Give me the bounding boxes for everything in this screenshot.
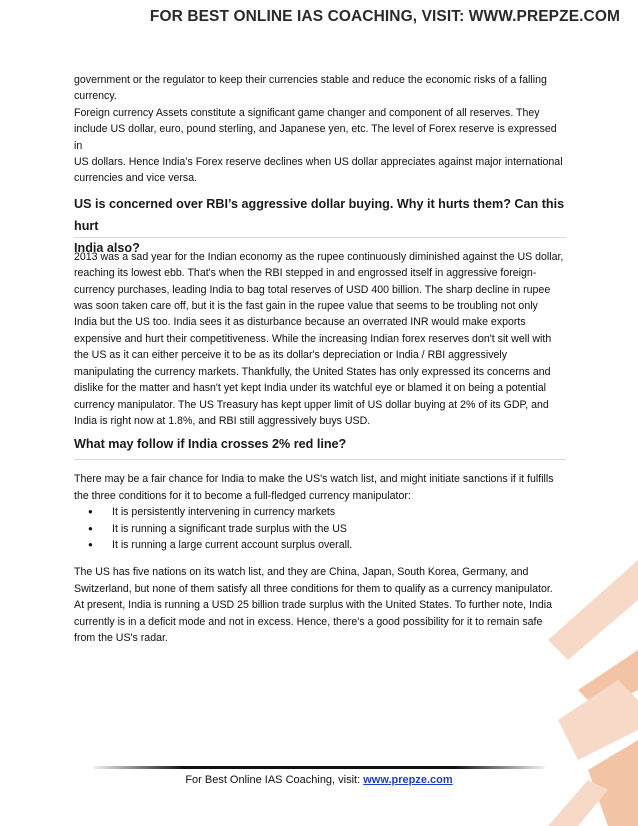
paragraph [74,564,566,646]
section-heading [74,193,566,255]
document-body [74,72,566,646]
paragraph [74,471,566,504]
text-line: 2013 was a sad year for the Indian economy as the rupee continuously diminished against the US dollar, [74,250,564,263]
text-line: At present, India is running a USD 25 billion trade surplus with the United States. To further note, India [74,599,552,612]
text-line: US dollars. Hence India’s Forex reserve declines when US dollar appreciates against major international [74,156,563,169]
bullet-item: ● It is running a large current account surplus overall. [74,537,566,553]
footer [0,774,638,786]
footer-text: For Best Online IAS Coaching, visit: [185,774,364,786]
text-line: manipulating the currency markets. Thankfully, the United States has only expressed its concerns and [74,365,551,378]
text-line: include US dollar, euro, pound sterling, and Japanese yen, etc. The level of Forex reserve is expressed in [74,123,557,152]
text-line: India is right now at 1.8%, and RBI still aggressively buys USD. [74,414,371,427]
text-line: government or the regulator to keep their currencies stable and reduce the economic risks of a falling [74,74,547,86]
text-line: Foreign currency Assets constitute a significant game changer and component of all reserves. They [74,106,540,119]
spacer [74,460,566,471]
header-banner: FOR BEST ONLINE IAS COACHING, VISIT: WWW.PREPZE.COM [149,8,620,25]
text-line: currently is in a deficit mode and not in excess. Hence, there's a good possibility for it to remain safe [74,615,543,628]
bullet-item: ● It is persistently intervening in currency markets [74,504,566,520]
text-line: was soon taken care off, but it is the fast gain in the rupee value that seems to be troubling not only [74,300,538,313]
paragraph [74,249,566,429]
footer-divider [93,766,545,769]
spacer [74,238,566,249]
text-line: There may be a fair chance for India to make the US's watch list, and might initiate sanctions if it fulfills [74,473,554,486]
bullet-list [74,504,566,553]
heading-line: India also? [74,240,140,255]
text-line: reaching its lowest ebb. That's when the RBI stepped in and engrossed itself in aggressive foreign- [74,267,537,280]
spacer [74,553,566,564]
text-line: from the US's radar. [74,631,168,644]
heading-line: US is concerned over RBI’s aggressive dollar buying. Why it hurts them? Can this hurt [74,196,565,233]
heading-line: What may follow if India crosses 2% red line? [74,437,347,452]
text-line: currency manipulator. The US Treasury has kept upper limit of US dollar buying at 2% of its GDP, and [74,398,549,411]
text-line: currency. [74,90,117,103]
text-line: the US as it can either perceive it to be as its dollar's depreciation or India / RBI aggressively [74,349,508,362]
text-line: Switzerland, but none of them satisfy all three conditions for them to qualify as a currency manipulator. [74,582,553,595]
text-line: currencies and vice versa. [74,172,198,185]
text-line: the three conditions for it to become a full-fledged currency manipulator: [74,489,411,502]
text-line: The US has five nations on its watch list, and they are China, Japan, South Korea, Germany, and [74,566,529,579]
text-line: currency purchases, leading India to bag total reserves of USD 400 billion. The sharp decline in rupee [74,283,551,296]
text-line: India but the US too. India sees it as disturbance because an overrated INR would make exports [74,316,526,329]
footer-link[interactable]: www.prepze.com [363,774,453,786]
text-line: expensive and hurt their competitiveness. While the increasing Indian forex reserves don't sit well with [74,332,552,345]
section-heading [74,433,566,460]
text-line: dislike for the matter and hasn't yet kept India under its watchful eye or blamed it on being a potential [74,382,546,395]
intro-paragraph [74,72,566,187]
bullet-item: ● It is running a significant trade surplus with the US [74,521,566,537]
